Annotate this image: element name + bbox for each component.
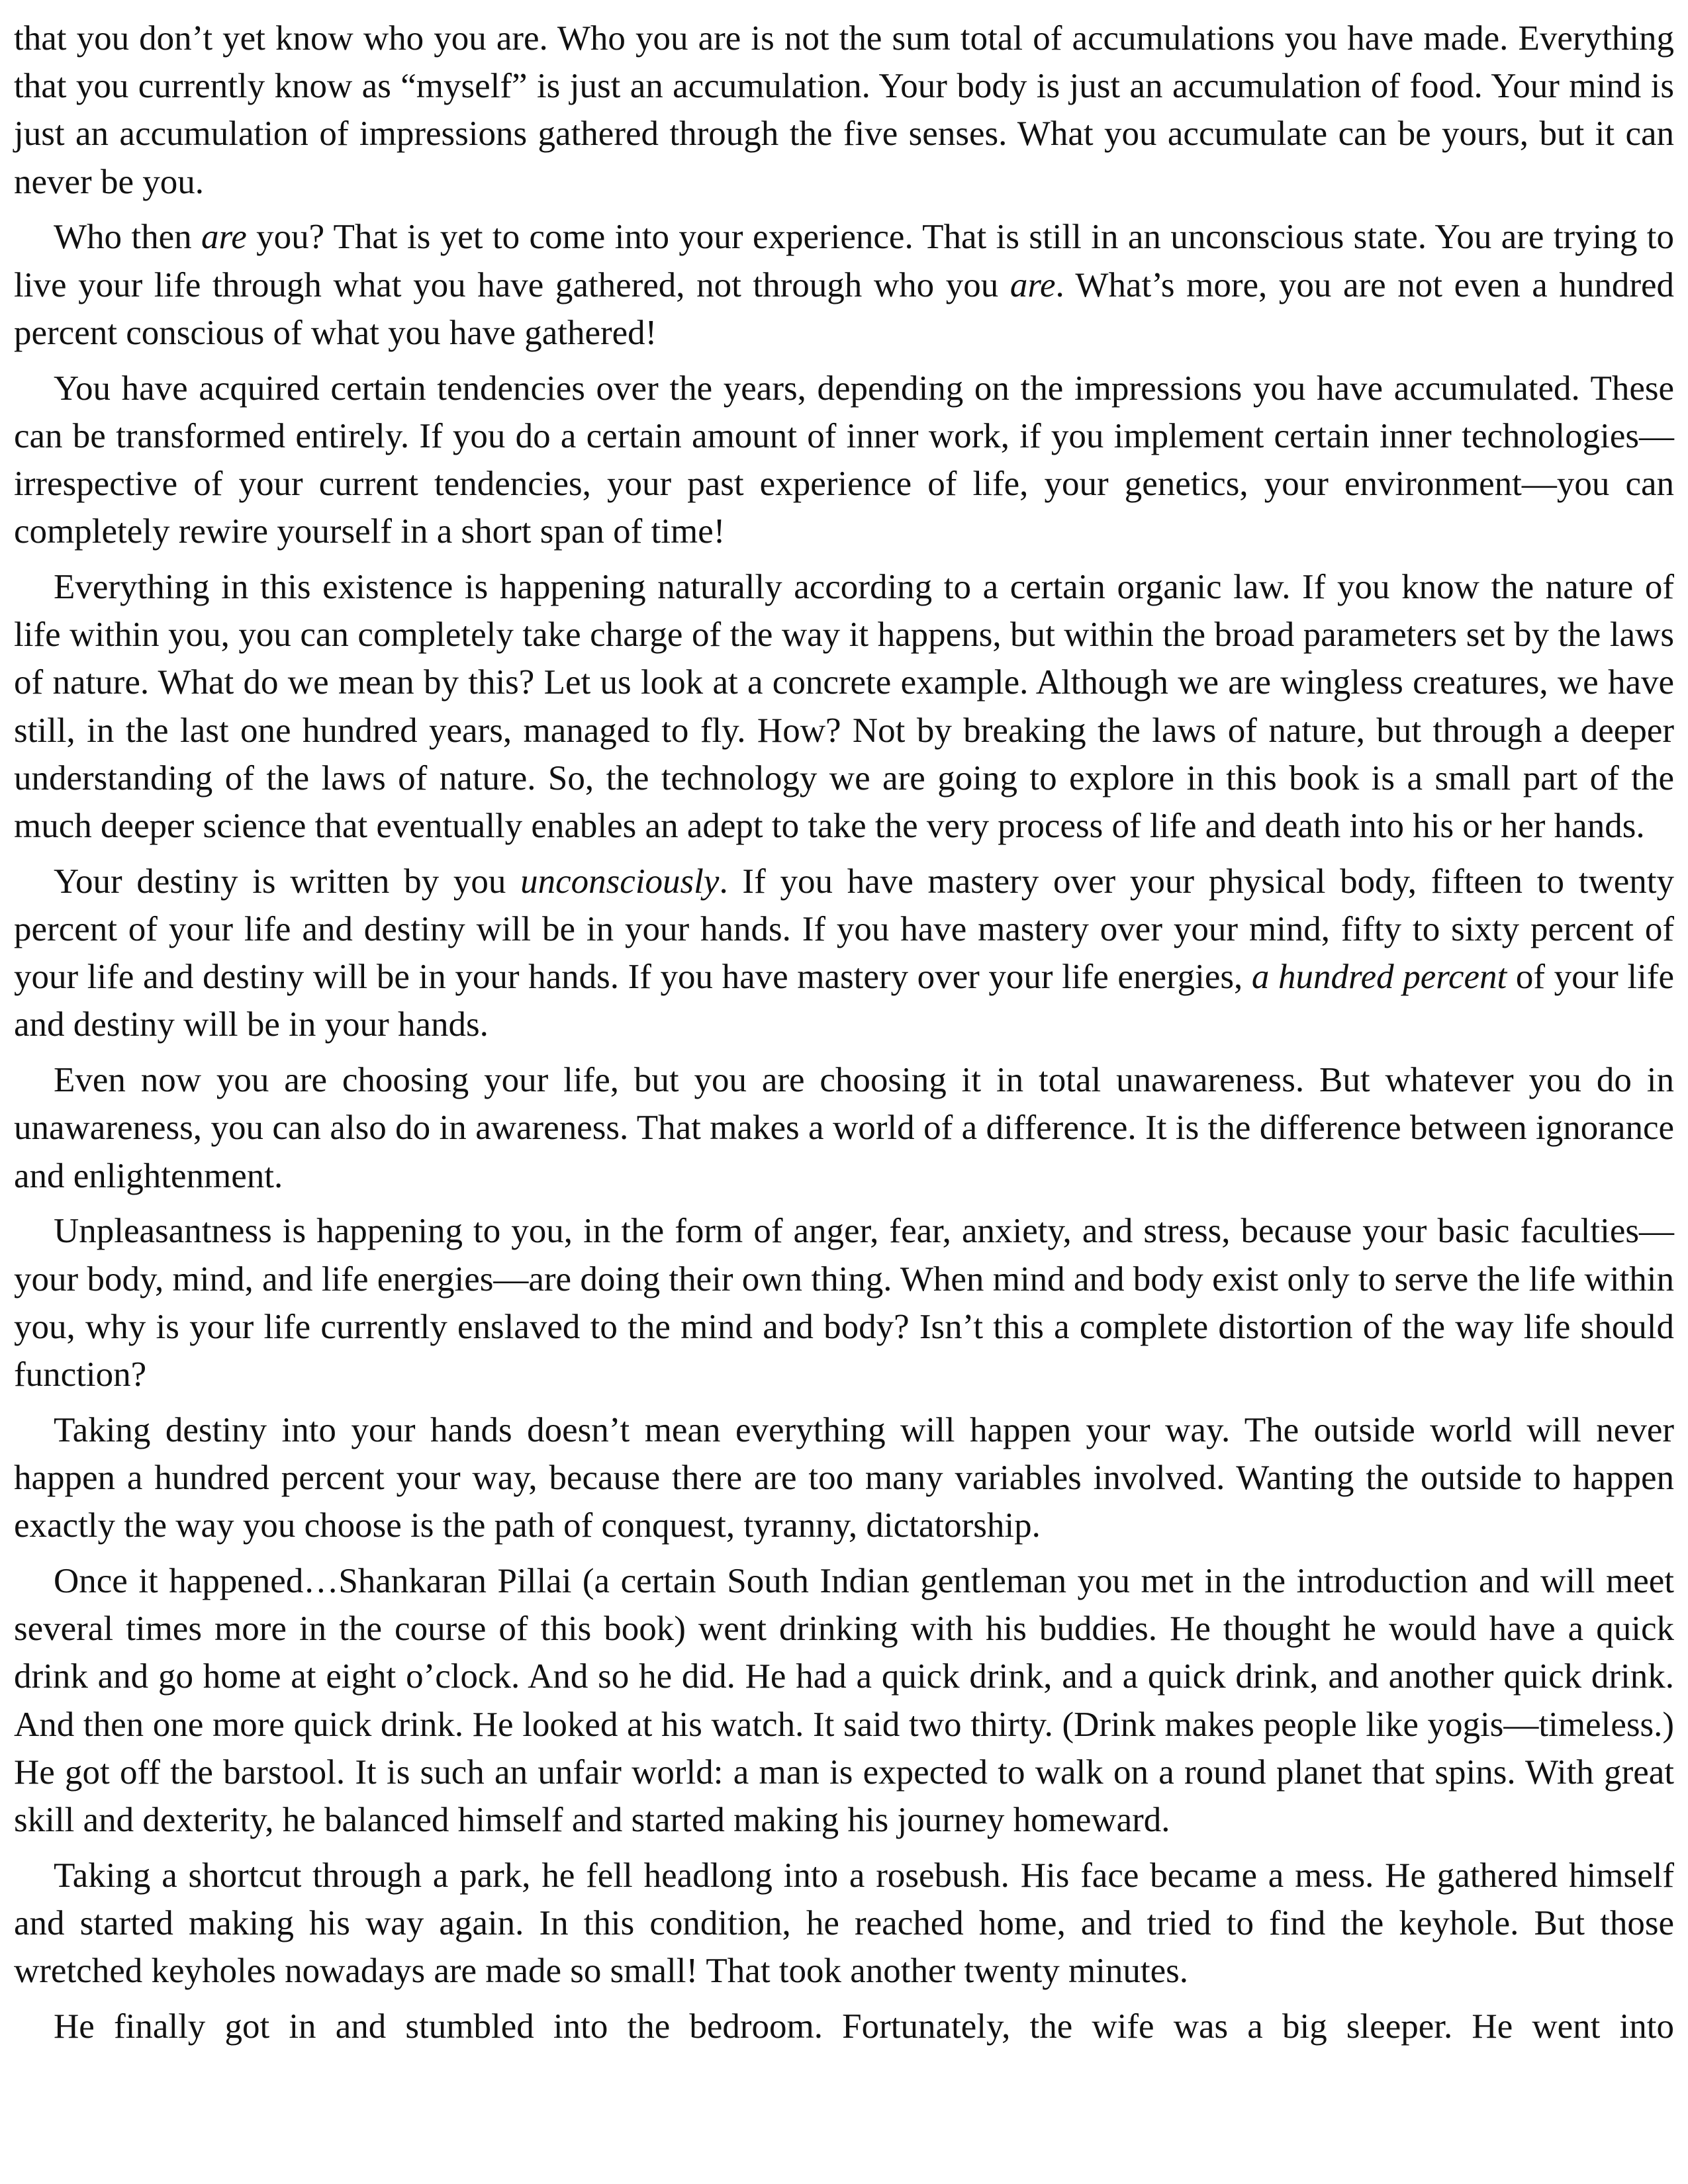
emphasis-text: unconsciously — [520, 862, 720, 901]
text-segment: Unpleasantness is happening to you, in the form of anger, fear, anxiety, and stress, because your basic faculties—your body, mind, and life energies—are doing their own thing. When mind and body exist only to serve the life within you, why is your life currently enslaved to the mind and body? Isn’t this a complete distortion of the way life should function? — [14, 1212, 1674, 1394]
text-segment: Everything in this existence is happening naturally according to a certain organic law. If you know the nature of life within you, you can completely take charge of the way it happens, but within the broad parameters set by the laws of nature. What do we mean by this? Let us look at a concrete example. Although we are wingless creatures, we have still, in the last one hundred years, managed to fly. How? Not by breaking the laws of nature, but through a deeper understanding of the laws of nature. So, the technology we are going to explore in this book is a small part of the much deeper science that eventually enables an adept to take the very process of life and death into his or her hands. — [14, 568, 1674, 846]
emphasis-text: are — [1009, 265, 1056, 304]
text-segment: Taking destiny into your hands doesn’t mean everything will happen your way. The outside world will never happen a hundred percent your way, because there are too many variables involved. Wanting the outside to happen exactly the way you choose is the path of conquest, tyranny, dictatorship. — [14, 1410, 1674, 1545]
paragraph — [14, 1852, 1674, 1995]
text-segment: Once it happened…Shankaran Pillai (a certain South Indian gentleman you met in the introduction and will meet several times more in the course of this book) went drinking with his buddies. He thought he would have a quick drink and go home at eight o’clock. And so he did. He had a quick drink, and a quick drink, and another quick drink. And then one more quick drink. He looked at his watch. It said two thirty. (Drink makes people like yogis—timeless.) He got off the barstool. It is such an unfair world: a man is expected to walk on a round planet that spins. With great skill and dexterity, he balanced himself and started making his journey homeward. — [14, 1562, 1674, 1840]
text-segment: you? That is yet to come into your experience. That is still in an unconscious state. You are trying to live your life through what you have gathered, not through who you — [14, 218, 1674, 304]
text-segment: that you don’t yet know who you are. Who you are is not the sum total of accumulations you have made. Everything that you currently know as “myself” is just an accumulation. Your body is just an accumulation of food. Your mind is just an accumulation of impressions gathered through the five senses. What you accumulate can be yours, but it can never be you. — [14, 19, 1674, 201]
paragraph — [14, 858, 1674, 1049]
text-segment: Taking a shortcut through a park, he fell headlong into a rosebush. His face became a mess. He gathered himself and started making his way again. In this condition, he reached home, and tried to find the keyhole. But those wretched keyholes nowadays are made so small! That took another twenty minutes. — [14, 1856, 1674, 1991]
paragraph — [14, 213, 1674, 357]
text-segment: Who then — [54, 218, 202, 257]
paragraph — [14, 15, 1674, 206]
emphasis-text: a hundred percent — [1251, 958, 1507, 997]
text-segment: . If you have mastery over your physical body, fifteen to twenty percent of your life and destiny will be in your hands. If you have mastery over your mind, fifty to sixty percent of your life and destiny will be in your hands. If you have mastery over your life energies, — [14, 862, 1674, 997]
text-segment: of your life and destiny will be in your hands. — [14, 958, 1674, 1044]
paragraph — [14, 1056, 1674, 1200]
book-page — [14, 15, 1674, 2058]
text-segment: Even now you are choosing your life, but you are choosing it in total unawareness. But whatever you do in unawareness, you can also do in awareness. That makes a world of a difference. It is the difference between ignorance and enlightenment. — [14, 1061, 1674, 1195]
paragraph — [14, 365, 1674, 556]
text-segment: Your destiny is written by you — [54, 862, 521, 901]
text-segment: . What’s more, you are not even a hundred percent conscious of what you have gathered! — [14, 265, 1675, 352]
text-segment: He finally got in and stumbled into the bedroom. Fortunately, the wife was a big sleeper. He went into — [54, 2007, 1674, 2046]
paragraph — [14, 563, 1674, 850]
text-segment: You have acquired certain tendencies over the years, depending on the impressions you have accumulated. These can be transformed entirely. If you do a certain amount of inner work, if you implement certain inner technologies—irrespective of your current tendencies, your past experience of life, your genetics, your environment—you can completely rewire yourself in a short span of time! — [14, 369, 1674, 551]
emphasis-text: are — [201, 218, 247, 257]
paragraph — [14, 1406, 1674, 1550]
paragraph — [14, 1207, 1674, 1398]
paragraph — [14, 2003, 1674, 2050]
paragraph — [14, 1557, 1674, 1844]
